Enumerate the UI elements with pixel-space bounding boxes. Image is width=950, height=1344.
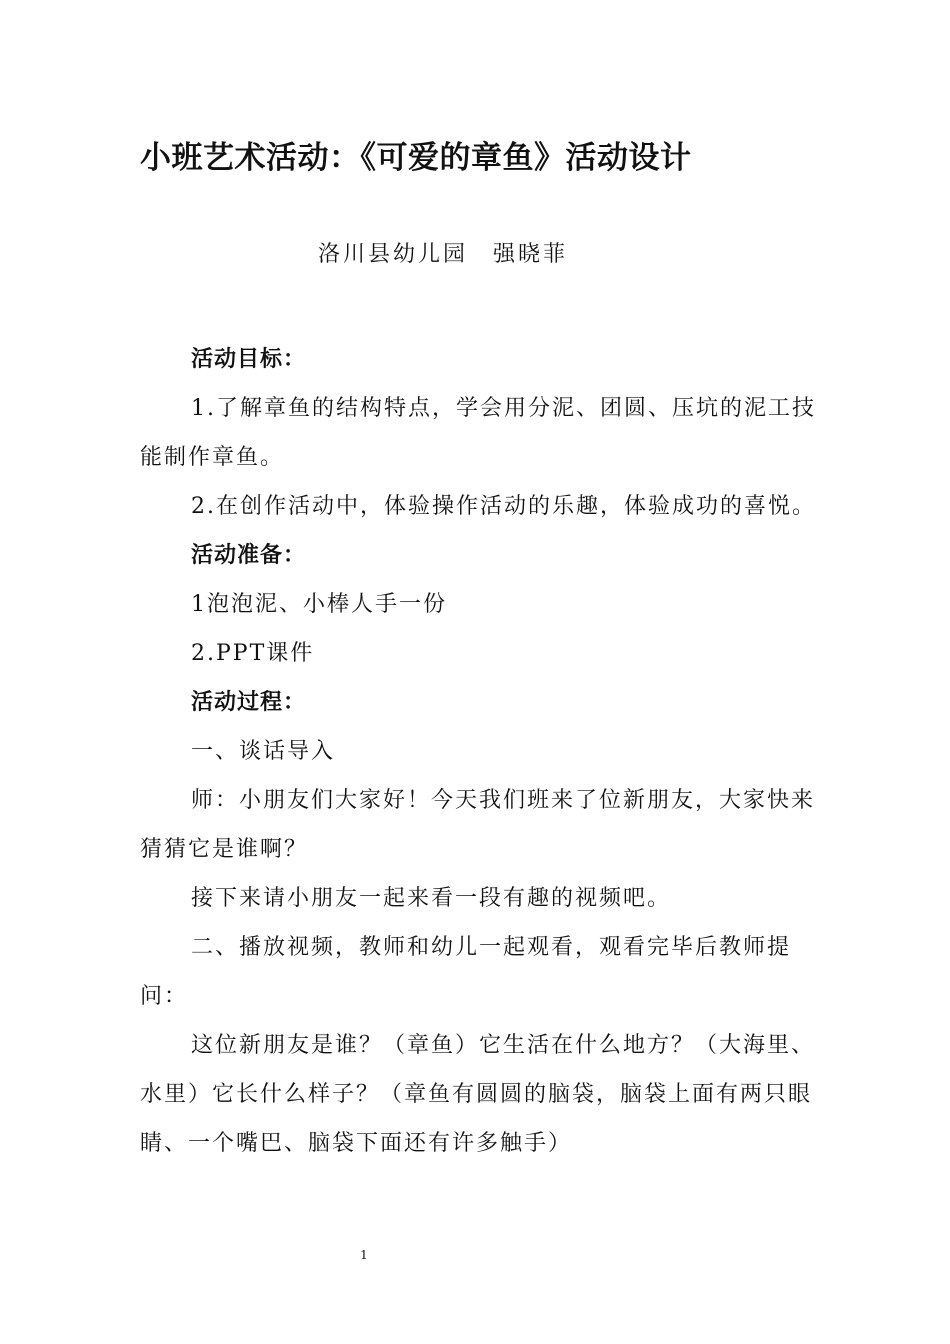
goal-item: 2.在创作活动中，体验操作活动的乐趣，体验成功的喜悦。 bbox=[191, 494, 816, 519]
prep-item: 2.PPT课件 bbox=[191, 641, 315, 666]
goal-item: 1.了解章鱼的结构特点，学会用分泥、团圆、压坑的泥工技能制作章鱼。 bbox=[140, 396, 816, 470]
process-heading: 活动过程： bbox=[191, 690, 307, 715]
document-author: 洛川县幼儿园 强晓菲 bbox=[318, 242, 569, 267]
prep-item: 1泡泡泥、小棒人手一份 bbox=[191, 592, 447, 617]
page-number: 1 bbox=[360, 1248, 368, 1262]
document-body bbox=[140, 335, 832, 1168]
step-title: 二、播放视频，教师和幼儿一起观看，观看完毕后教师提问： bbox=[140, 935, 792, 1009]
step-paragraph: 接下来请小朋友一起来看一段有趣的视频吧。 bbox=[191, 886, 672, 911]
step-title: 一、谈话导入 bbox=[191, 739, 336, 764]
document-title: 小班艺术活动：《可爱的章鱼》活动设计 bbox=[140, 140, 692, 176]
goals-heading: 活动目标： bbox=[191, 347, 307, 372]
step-paragraph: 这位新朋友是谁？（章鱼）它生活在什么地方？（大海里、水里）它长什么样子？（章鱼有圆圆的脑袋，脑袋上面有两只眼睛、一个嘴巴、脑袋下面还有许多触手） bbox=[140, 1033, 816, 1156]
prep-heading: 活动准备： bbox=[191, 543, 307, 568]
step-paragraph: 师：小朋友们大家好！今天我们班来了位新朋友，大家快来猜猜它是谁啊？ bbox=[140, 788, 816, 862]
